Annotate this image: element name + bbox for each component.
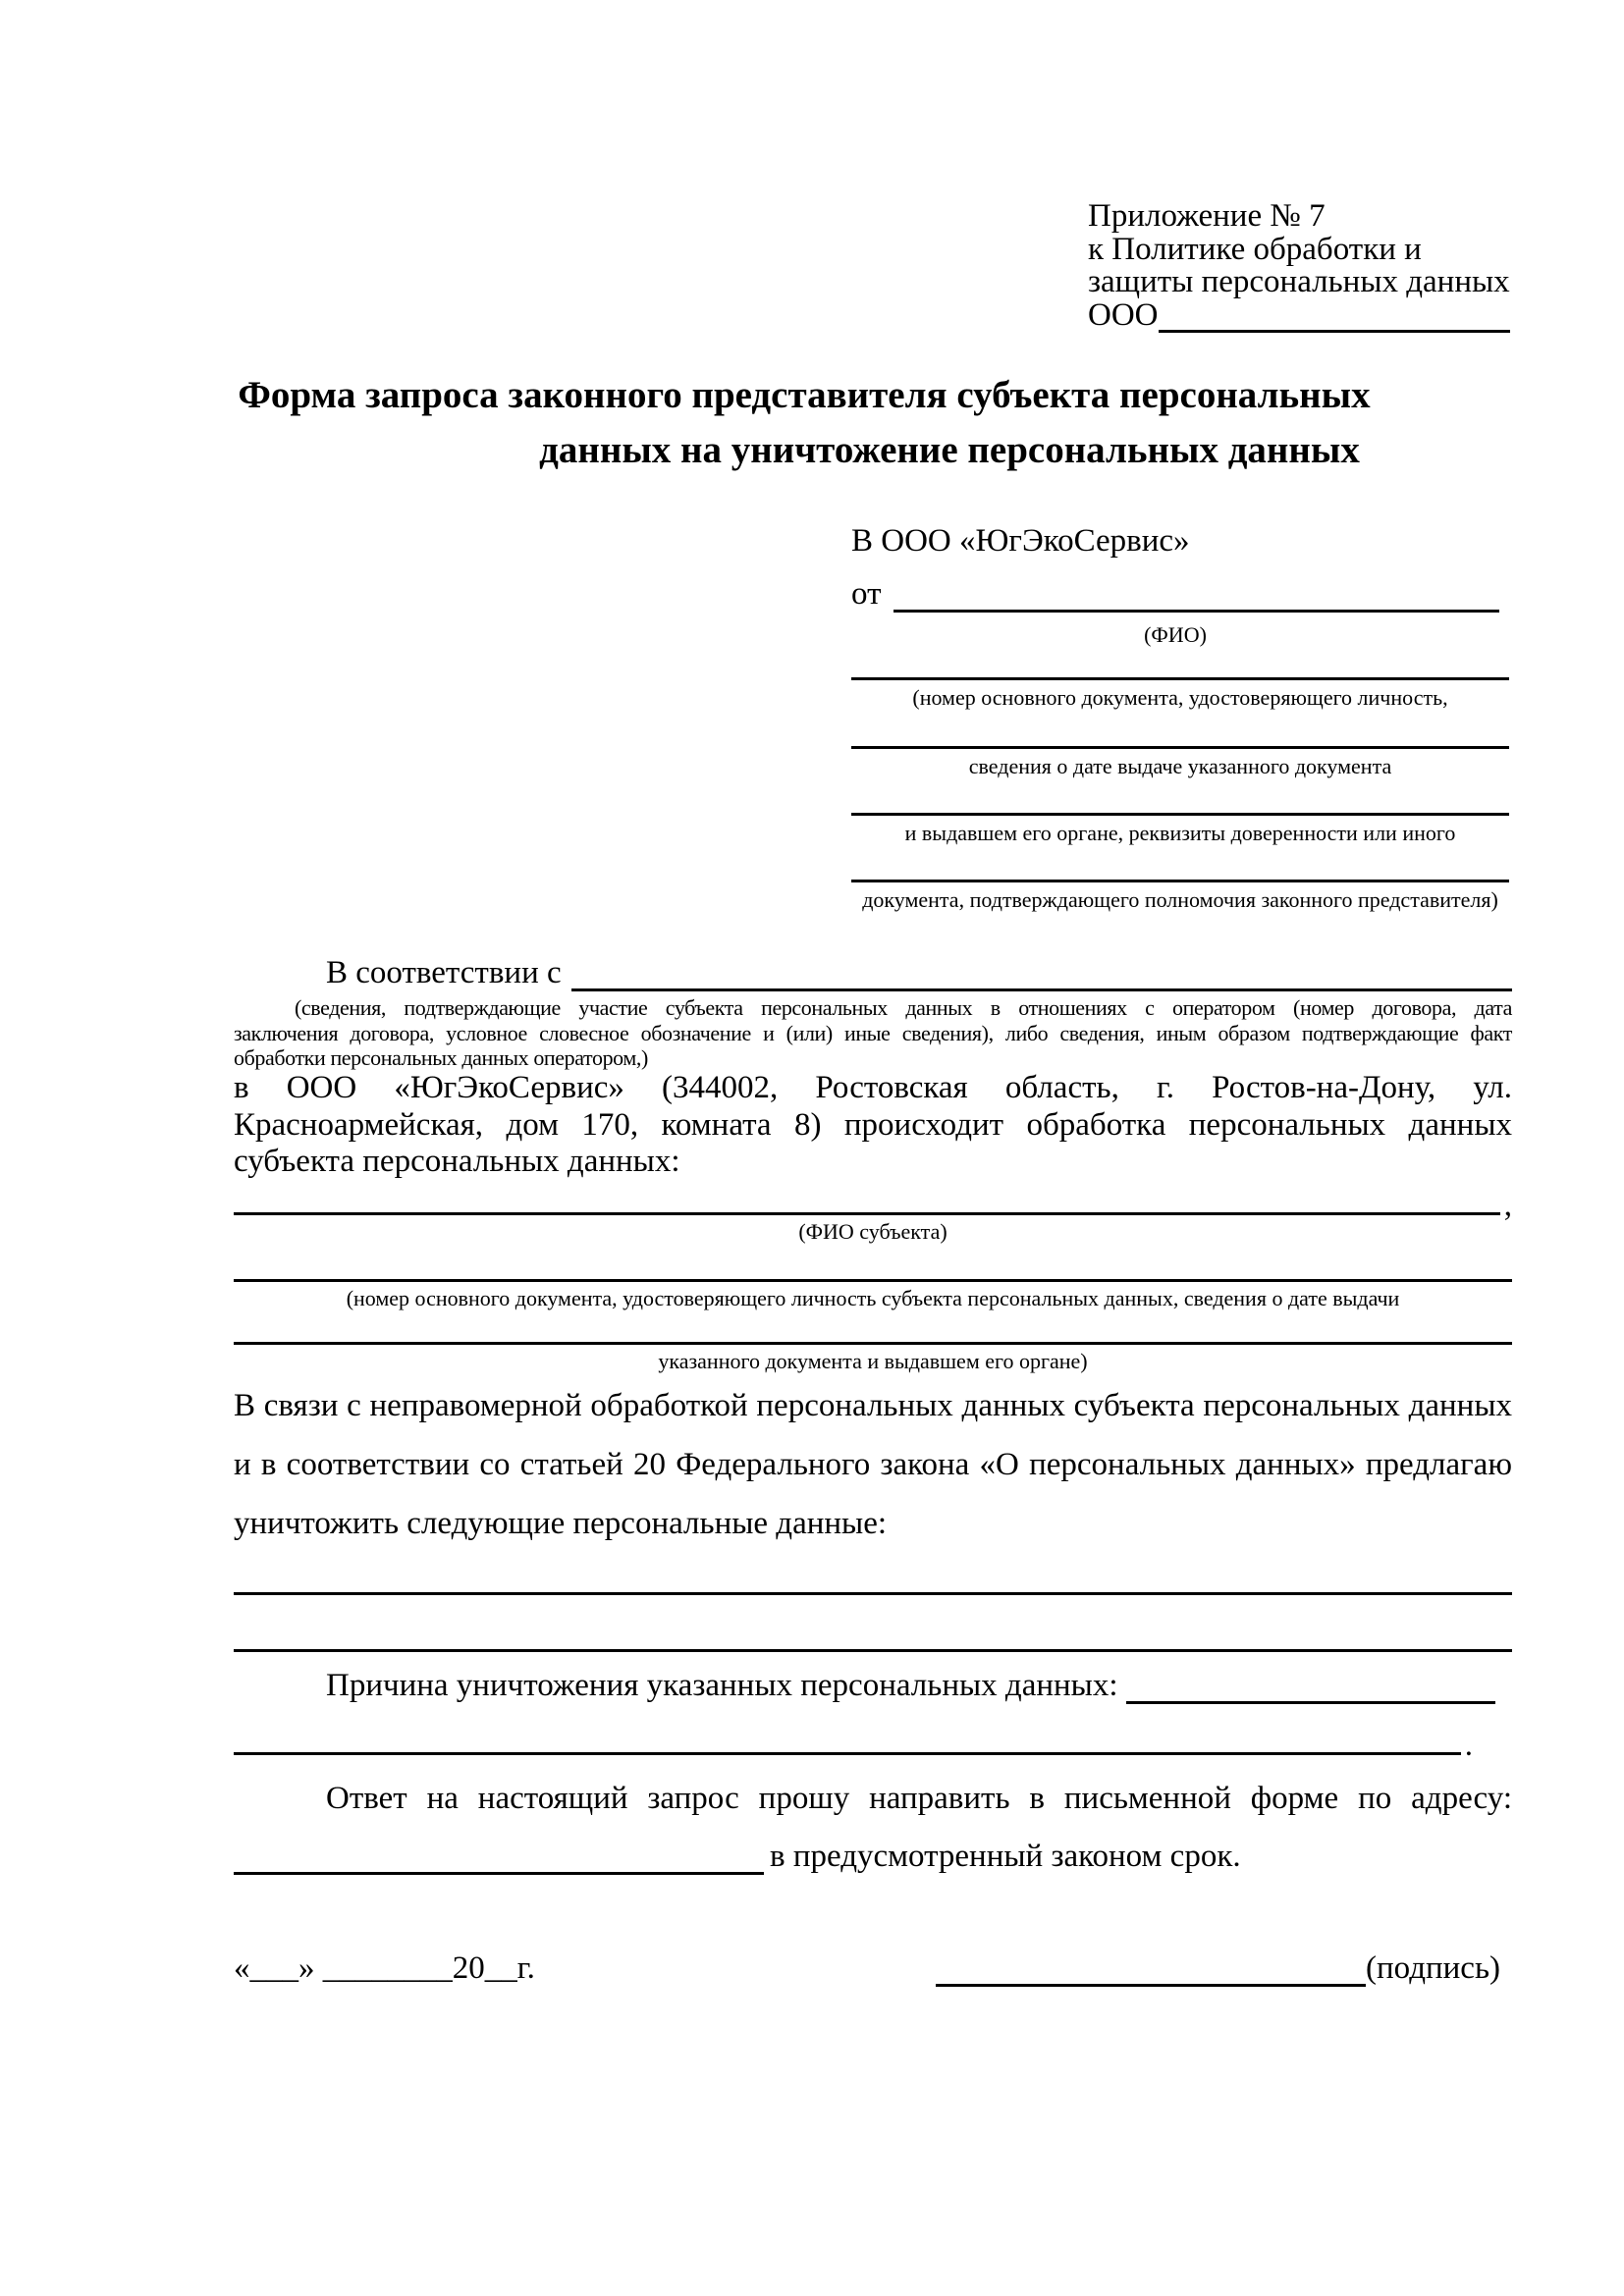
reason-period: . — [1464, 1728, 1473, 1763]
accordance-note-line-2: заключения договора, условное словесное обозначение и (или) иные сведения), либо сведения, иным образом подтверждающие факт — [234, 1020, 1512, 1045]
demand-paragraph-line-2: и в соответствии со статьей 20 Федерального закона «О персональных данных» предлагаю — [234, 1447, 1512, 1482]
response-address-row — [234, 1838, 1512, 1875]
accordance-note — [234, 995, 1512, 1071]
response-suffix: в предусмотренный законом срок. — [770, 1839, 1241, 1874]
response-address-blank-line[interactable] — [234, 1835, 764, 1875]
from-field-row — [851, 575, 1499, 613]
fio-caption: (ФИО) — [1144, 622, 1207, 647]
demand-paragraph — [234, 1376, 1512, 1553]
demand-paragraph-line-1: В связи с неправомерной обработкой персональных данных субъекта персональных данных — [234, 1388, 1512, 1423]
demand-paragraph-line-3: уничтожить следующие персональные данные: — [234, 1506, 888, 1541]
rep-doc-blank-line-2[interactable] — [851, 717, 1509, 749]
rep-doc-caption-1: (номер основного документа, удостоверяющего личность, — [912, 685, 1448, 710]
appendix-block — [1088, 200, 1510, 333]
rep-doc-blank-line-4[interactable] — [851, 850, 1509, 882]
data-blank-line-1[interactable] — [234, 1559, 1512, 1595]
rep-doc-caption-2: сведения о дате выдаче указанного документа — [968, 754, 1392, 778]
accordance-label: В соответствии с — [326, 955, 562, 990]
appendix-org-row — [1088, 299, 1510, 333]
rep-doc-blank-line-3[interactable] — [851, 783, 1509, 816]
signature-caption: (подпись) — [1366, 1950, 1500, 1986]
from-blank-line[interactable] — [893, 572, 1500, 613]
reason-label: Причина уничтожения указанных персональных данных: — [326, 1668, 1118, 1703]
reason-continuation-row — [234, 1720, 1512, 1763]
org-label: ООО — [1088, 297, 1159, 333]
signature-blank-line[interactable] — [936, 1947, 1366, 1987]
reason-row — [234, 1667, 1495, 1704]
subject-fio-comma: , — [1503, 1188, 1512, 1223]
subject-doc-blank-line-1[interactable] — [234, 1247, 1512, 1282]
footer-row — [234, 1949, 1500, 1987]
reason-blank-line[interactable] — [1126, 1664, 1495, 1704]
appendix-line-3: защиты персональных данных — [1088, 264, 1510, 299]
accordance-note-line-3: обработки персональных данных оператором,) — [234, 1045, 648, 1070]
org-name-blank-line[interactable] — [1159, 296, 1511, 333]
subject-doc-blank-line-2[interactable] — [234, 1309, 1512, 1345]
rep-doc-blank-line-1[interactable] — [851, 648, 1509, 680]
response-paragraph: Ответ на настоящий запрос прошу направить в письменной форме по адресу: — [326, 1781, 1512, 1816]
subject-doc-caption-1: (номер основного документа, удостоверяющего личность субъекта персональных данных, сведения о дате выдачи — [346, 1286, 1400, 1310]
reason-continuation-blank-line[interactable] — [234, 1717, 1461, 1755]
subject-doc-caption-2: указанного документа и выдавшем его органе) — [658, 1349, 1088, 1373]
subject-fio-caption: (ФИО субъекта) — [798, 1219, 947, 1244]
rep-doc-caption-4: документа, подтверждающего полномочия законного представителя) — [862, 887, 1498, 912]
operator-paragraph-line-2: Красноармейская, дом 170, комната 8) происходит обработка персональных данных — [234, 1106, 1512, 1143]
operator-paragraph-line-1: в ООО «ЮгЭкоСервис» (344002, Ростовская область, г. Ростов-на-Дону, ул. — [234, 1070, 1512, 1105]
accordance-row — [234, 952, 1512, 991]
rep-doc-caption-3: и выдавшем его органе, реквизиты доверенности или иного — [904, 821, 1456, 845]
accordance-note-line-1: (сведения, подтверждающие участие субъекта персональных данных в отношениях с оператором (номер договора, дата — [295, 995, 1512, 1020]
operator-paragraph-line-3: субъекта персональных данных: — [234, 1144, 680, 1179]
appendix-line-1: Приложение № 7 — [1088, 198, 1326, 234]
from-label: от — [851, 576, 882, 612]
data-blank-line-2[interactable] — [234, 1616, 1512, 1652]
form-title-line-2: данных на уничтожение персональных данных — [539, 429, 1360, 471]
appendix-line-2: к Политике обработки и — [1088, 231, 1422, 267]
addressee-org: В ООО «ЮгЭкоСервис» — [851, 523, 1190, 559]
accordance-blank-line[interactable] — [571, 949, 1512, 991]
subject-fio-row — [234, 1180, 1512, 1223]
form-title-line-1: Форма запроса законного представителя субъекта персональных — [238, 374, 1371, 416]
subject-fio-blank-line[interactable] — [234, 1177, 1500, 1215]
operator-paragraph — [234, 1070, 1512, 1181]
date-field[interactable]: «___» ________20__г. — [234, 1950, 535, 1986]
signature-group — [936, 1949, 1500, 1987]
